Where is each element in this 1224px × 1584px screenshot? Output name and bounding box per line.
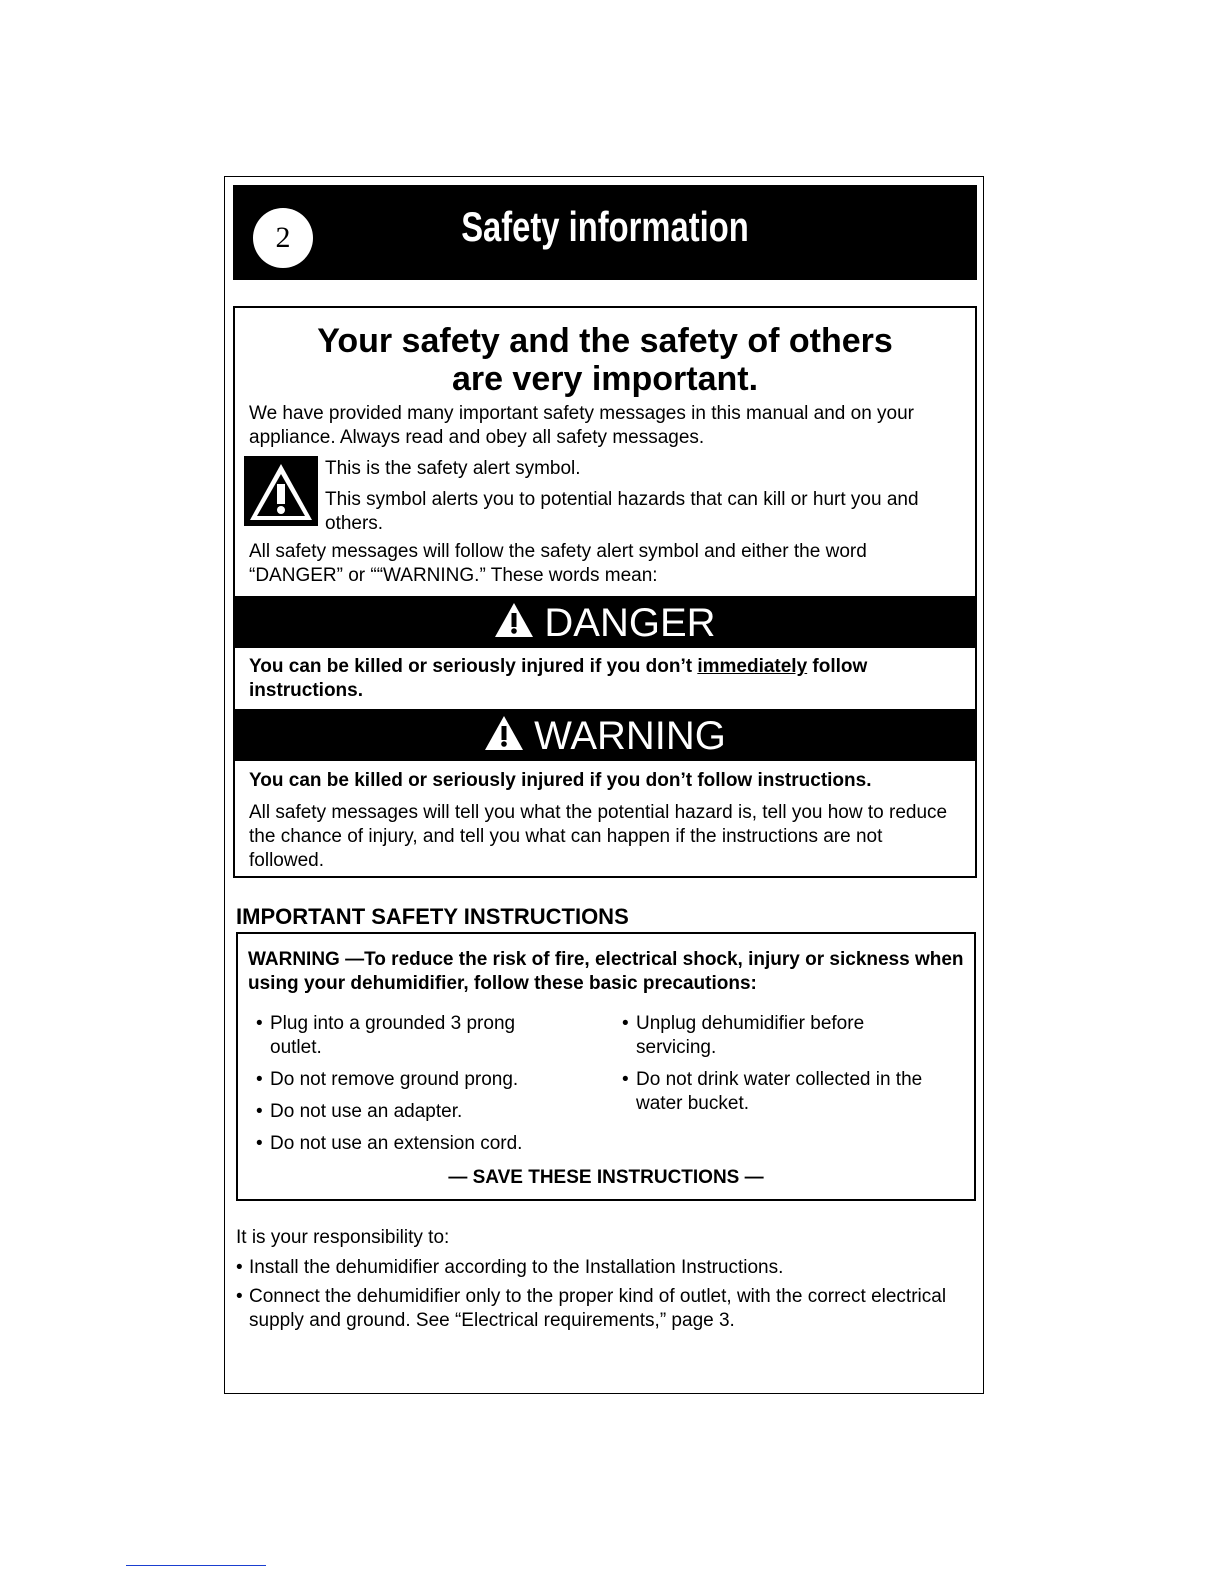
warning-banner [235,709,975,761]
list-item: • Do not use an adapter. [256,1101,463,1122]
signal-words-text: All safety messages will follow the safety alert symbol and either the word “DANGER” or ““WARNING.” These words mean: [249,541,867,586]
warning-description: You can be killed or seriously injured if you don’t follow instructions. [249,770,872,791]
hazard-explanation: All safety messages will tell you what the potential hazard is, tell you how to reduce the chance of injury, and tell you what can happen if the instructions are not followed. [249,802,948,871]
warning-triangle-icon [484,715,524,751]
alert-symbol-text: This is the safety alert symbol. [325,458,581,479]
section-header [233,185,977,280]
intro-text: We have provided many important safety messages in this manual and on your appliance. Always read and obey all safety messages. [249,403,914,448]
list-item: • Install the dehumidifier according to the Installation Instructions. [236,1257,784,1278]
danger-desc-emphasis: immediately [697,656,808,677]
list-item: • Plug into a grounded 3 prong outlet. [256,1013,516,1058]
danger-description [249,655,955,703]
instructions-warning: WARNING —To reduce the risk of fire, electrical shock, injury or sickness when using your dehumidifier, follow these basic precautions: [248,949,964,994]
list-item: • Do not remove ground prong. [256,1069,519,1090]
danger-label: DANGER [544,601,716,645]
warning-triangle-icon [244,456,318,526]
save-instructions-line: — SAVE THESE INSTRUCTIONS — [448,1167,764,1188]
list-item: • Unplug dehumidifier before servicing. [622,1013,865,1058]
alert-meaning-text: This symbol alerts you to potential hazards that can kill or hurt you and others. [325,489,919,534]
responsibility-intro: It is your responsibility to: [236,1227,450,1248]
danger-banner [235,596,975,648]
safety-heading [235,322,975,398]
list-item: • Do not use an extension cord. [256,1133,523,1154]
danger-desc-end: follow instructions. [249,656,868,701]
instructions-box [236,932,976,1201]
safety-heading-line1: Your safety and the safety of others [317,322,893,360]
instructions-heading: IMPORTANT SAFETY INSTRUCTIONS [236,904,629,929]
safety-message-box [233,306,977,878]
list-item: • Do not drink water collected in the water bucket. [622,1069,923,1114]
footer-link-underline [126,1565,266,1566]
section-title: Safety information [461,203,749,250]
danger-desc-start: You can be killed or seriously injured if you don’t [249,656,698,677]
warning-triangle-icon [494,602,534,638]
warning-label: WARNING [534,714,726,758]
list-item: • Connect the dehumidifier only to the proper kind of outlet, with the correct electrical supply and ground. See “Electrical requirements,” page 3. [236,1286,947,1331]
safety-heading-line2: are very important. [451,360,759,398]
section-number-badge: 2 [253,208,313,268]
